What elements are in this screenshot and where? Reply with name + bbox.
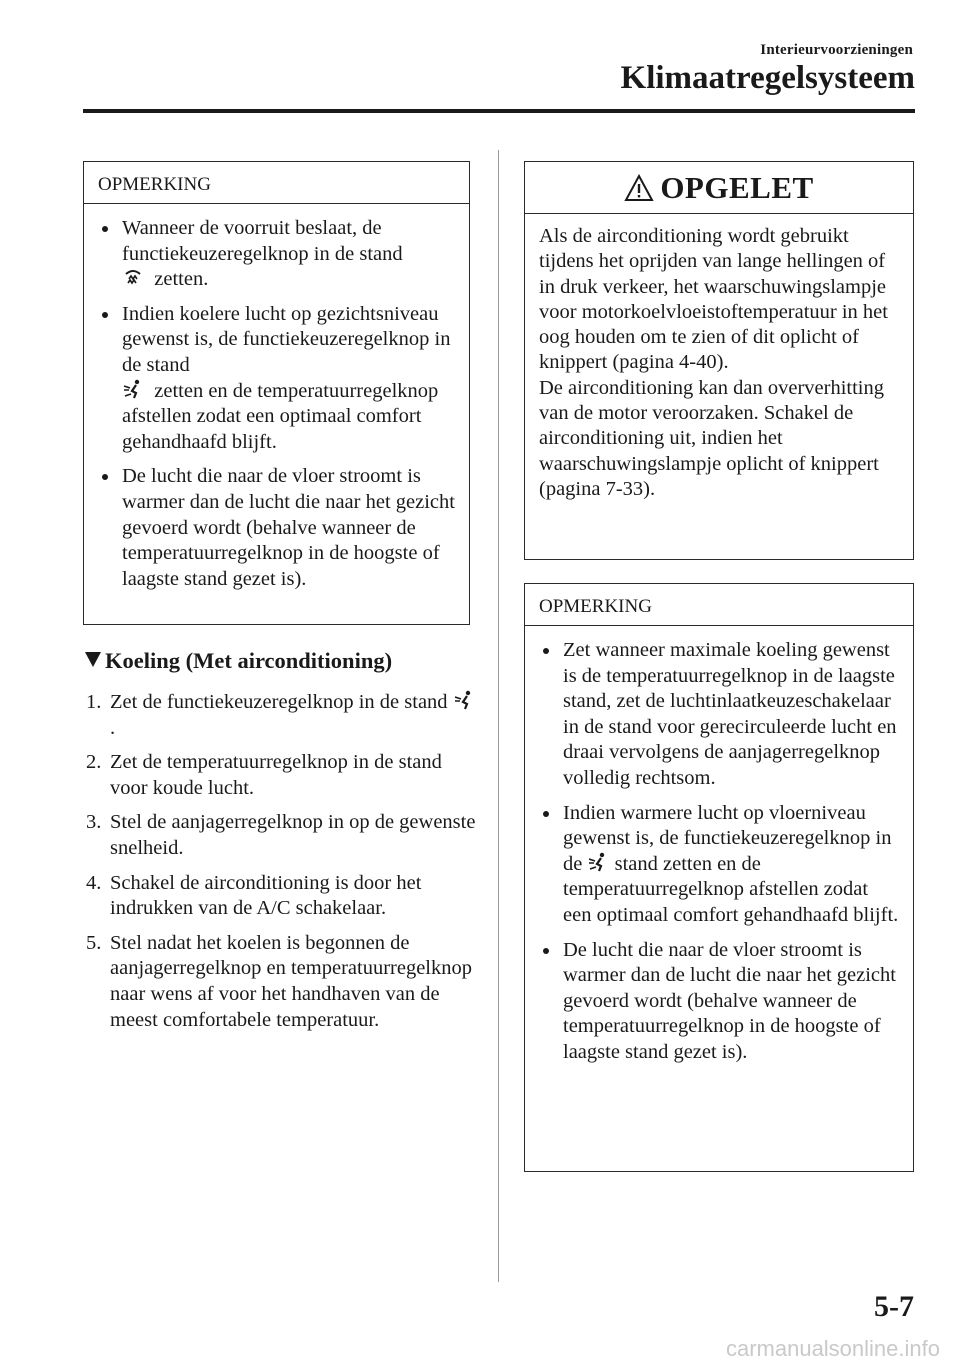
- section-label: Interieurvoorzieningen: [760, 42, 913, 58]
- steps-list: [86, 690, 476, 1042]
- warning-triangle-icon: [624, 174, 654, 202]
- caution-box: [524, 161, 914, 560]
- bullet-dot: [102, 226, 108, 232]
- step-4-text: Schakel de airconditioning is door het indrukken van de A/C schakelaar.: [110, 871, 422, 920]
- step-5-text: Stel nadat het koelen is begonnen de aanjagerregelknop en temperatuurregelknop naar wens af voor het handhaven van de meest comfortabele temperatuur.: [110, 931, 472, 1031]
- right-note-item-2-text: Indien warmere lucht op vloerniveau gewenst is, de functiekeuzeregelknop in de: [563, 801, 892, 875]
- step-number: 1.: [86, 691, 102, 713]
- right-note-item-1: [541, 638, 901, 792]
- right-note-item-3-text: De lucht die naar de vloer stroomt is warmer dan de lucht die naar het gezicht gevoerd wordt (behalve wanneer de temperatuurregelknop in de hoogste of laagste stand gezet is).: [563, 938, 896, 1063]
- caution-title: OPGELET: [660, 169, 814, 205]
- step-1-text: Zet de functiekeuzeregelknop in de stand: [110, 691, 448, 713]
- step-1: [86, 690, 476, 741]
- bullet-dot: [102, 474, 108, 480]
- right-note-item-2: [541, 801, 901, 929]
- page-title: Klimaatregelsysteem: [620, 60, 915, 96]
- page-number: 5-7: [874, 1290, 914, 1323]
- step-3-text: Stel de aanjagerregelknop in op de gewenste snelheid.: [110, 811, 476, 859]
- step-5: [86, 931, 476, 1033]
- column-divider: [498, 150, 499, 1282]
- step-number: 2.: [86, 751, 102, 774]
- left-note-item-3: [100, 464, 457, 592]
- left-note-title: OPMERKING: [84, 162, 469, 204]
- vent-mode-icon: [453, 690, 475, 710]
- right-note-box: [524, 583, 914, 1172]
- caution-header: [525, 162, 913, 214]
- bi-level-mode-icon: [587, 852, 609, 872]
- step-3: [86, 810, 476, 861]
- step-4: [86, 871, 476, 922]
- right-note-item-2-tail: stand zetten en de temperatuurregelknop afstellen zodat een optimaal comfort gehandhaafd blijft.: [563, 852, 899, 926]
- left-note-item-3-text: De lucht die naar de vloer stroomt is warmer dan de lucht die naar het gezicht gevoerd wordt (behalve wanneer de temperatuurregelknop in de hoogste of laagste stand gezet is).: [122, 465, 455, 590]
- left-note-box: [83, 161, 470, 625]
- section-heading-text: Koeling (Met airconditioning): [105, 648, 393, 673]
- left-note-item-2: [100, 302, 457, 456]
- step-number: 3.: [86, 811, 102, 834]
- header-rule: [83, 109, 915, 113]
- right-note-title: OPMERKING: [525, 584, 913, 626]
- caution-paragraph-1: Als de airconditioning wordt gebruikt tijdens het oprijden van lange hellingen of in druk verkeer, het waarschuwingslampje voor motorkoelvloeistoftemperatuur in het oog houden om te zien of dit oplicht of knippert (pagina 4-40).: [539, 225, 888, 374]
- left-note-item-2-text: Indien koelere lucht op gezichtsniveau gewenst is, de functiekeuzeregelknop in de stand: [122, 302, 451, 376]
- caution-paragraph-2: De airconditioning kan dan oververhitting van de motor veroorzaken. Schakel de airconditioning uit, indien het waarschuwingslampje oplicht of knippert (pagina 7-33).: [539, 376, 884, 500]
- bullet-dot: [543, 648, 549, 654]
- right-note-item-3: [541, 938, 901, 1066]
- left-note-item-1: [100, 216, 457, 293]
- step-1-tail: .: [110, 716, 116, 739]
- bullet-dot: [102, 312, 108, 318]
- defrost-mode-icon: [122, 267, 144, 287]
- bi-level-mode-icon: [122, 379, 144, 399]
- step-2-text: Zet de temperatuurregelknop in de stand voor koude lucht.: [110, 751, 442, 799]
- right-note-item-1-text: Zet wanneer maximale koeling gewenst is de temperatuurregelknop in de laagste stand, zet de luchtinlaatkeuzeschakelaar in de stand voor gerecirculeerde lucht en draai vervolgens de aanjagerregelknop volledig rechtsom.: [563, 639, 897, 789]
- step-number: 4.: [86, 871, 102, 894]
- section-heading: [85, 648, 392, 674]
- watermark: carmanualsonline.info: [725, 1336, 940, 1361]
- step-number: 5.: [86, 931, 102, 954]
- bullet-dot: [543, 811, 549, 817]
- triangle-marker-icon: [85, 652, 101, 667]
- step-2: [86, 750, 476, 801]
- caution-body: [525, 214, 913, 512]
- left-note-item-1-text: Wanneer de voorruit beslaat, de functiekeuzeregelknop in de stand: [122, 217, 403, 265]
- left-note-item-2-tail: zetten en de temperatuurregelknop afstellen zodat een optimaal comfort gehandhaafd blijft.: [122, 379, 439, 453]
- bullet-dot: [543, 948, 549, 954]
- left-note-item-1-tail: zetten.: [154, 268, 209, 291]
